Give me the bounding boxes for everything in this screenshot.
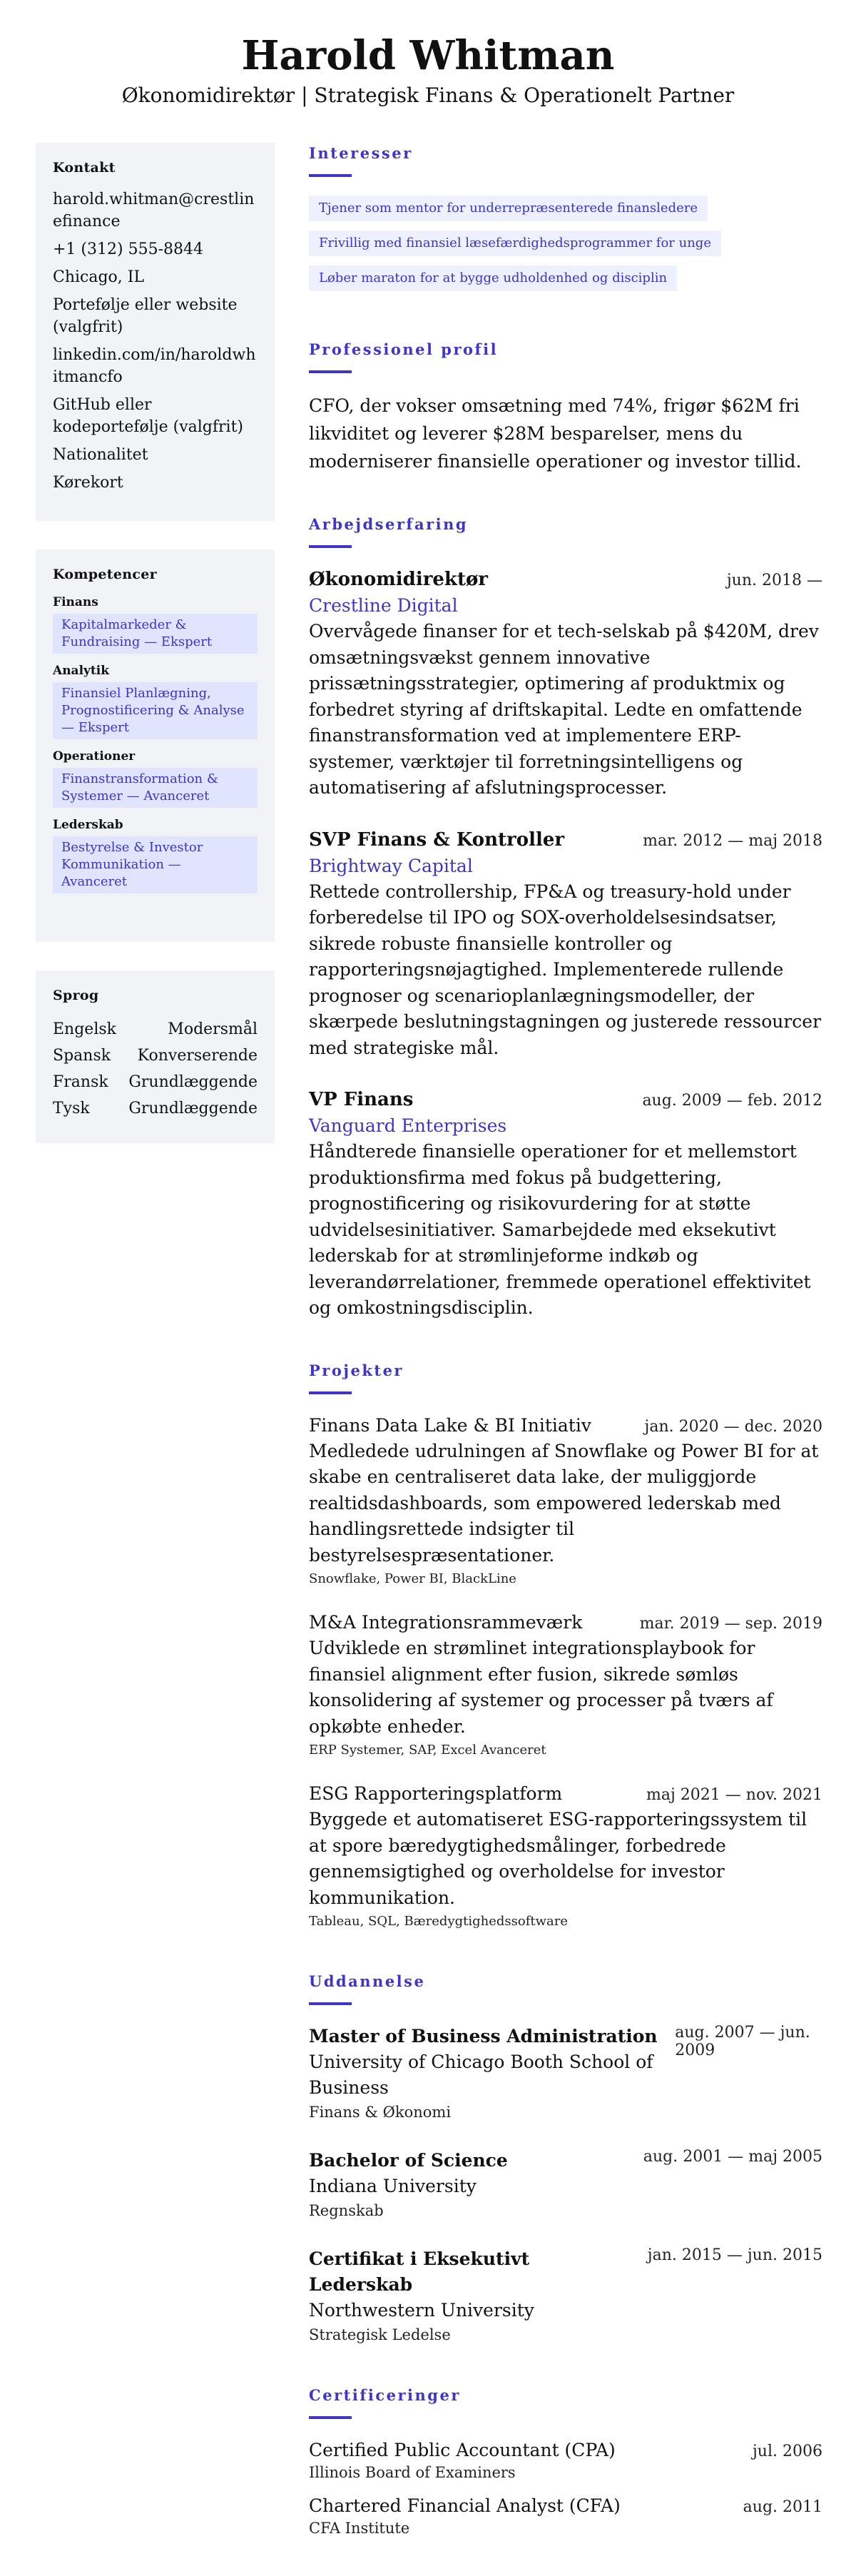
certification-name: Chartered Financial Analyst (CFA): [309, 2495, 621, 2516]
job-company: Brightway Capital: [309, 855, 473, 876]
education-degree: Master of Business Administration: [309, 2026, 658, 2047]
education-field: Regnskab: [309, 2202, 384, 2219]
contact-linkedin[interactable]: linkedin.com/in/haroldwhitmancfo: [53, 346, 256, 386]
profile-text: CFO, der vokser omsætning med 74%, frigør $62M fri likviditet og leverer $28M besparelser, mens du moderniserer finansielle operationer og investor tillid.: [309, 395, 802, 472]
education-section: [309, 1971, 822, 2346]
job-description: Rettede controllership, FP&A og treasury-hold under forberedelse til IPO og SOX-overholdelsesindsatser, sikrede robuste finansielle kontroller og rapporteringsnøjagtighed. Implementerede rullende prognoser og scenarioplanlægningsmodeller, der skærpede beslutningstagningen og justerede ressourcer med strategiske mål.: [309, 881, 822, 1058]
job-date: aug. 2009 — feb. 2012: [642, 1092, 822, 1110]
candidate-name: Harold Whitman: [241, 32, 615, 79]
interest-tag: Løber maraton for at bygge udholdenhed og disciplin: [309, 265, 677, 291]
job-entry: [309, 567, 822, 801]
language-row: [53, 1043, 258, 1069]
certification-date: jul. 2006: [752, 2443, 822, 2460]
certification-issuer: CFA Institute: [309, 2520, 410, 2537]
sidebar: [36, 143, 275, 2576]
job-title: Økonomidirektør: [309, 569, 488, 590]
project-description: Byggede et automatiseret ESG-rapporteringssystem til at spore bæredygtighedsmålinger, forbedrede gennemsigtighed og overholdelse for investor kommunikation.: [309, 1809, 807, 1908]
project-title: Finans Data Lake & BI Initiativ: [309, 1414, 591, 1436]
section-heading: Projekter: [309, 1361, 404, 1379]
project-date: jan. 2020 — dec. 2020: [644, 1417, 822, 1436]
contact-box: [36, 143, 275, 521]
interest-tag: Frivillig med finansiel læsefærdighedsprogrammer for unge: [309, 230, 721, 256]
project-entry: [309, 1610, 822, 1761]
certifications-section: [309, 2385, 822, 2537]
education-field: Finans & Økonomi: [309, 2104, 452, 2121]
skill-tag: Finanstransformation & Systemer — Avanceret: [53, 768, 258, 808]
education-date: aug. 2007 — jun. 2009: [675, 2024, 810, 2059]
project-tech: Tableau, SQL, Bæredygtighedssoftware: [309, 1914, 569, 1929]
job-title: SVP Finans & Kontroller: [309, 828, 565, 851]
education-school: University of Chicago Booth School of Business: [309, 2052, 653, 2098]
project-entry: [309, 1781, 822, 1932]
experience-section: [309, 514, 822, 1322]
skill-category: Operationer: [53, 749, 136, 764]
education-date: jan. 2015 — jun. 2015: [647, 2246, 822, 2264]
section-heading: Arbejdserfaring: [309, 515, 469, 533]
section-divider: [309, 174, 352, 177]
section-heading: Interesser: [309, 144, 413, 162]
skill-category: Lederskab: [53, 818, 123, 832]
language-row: [53, 1069, 258, 1095]
job-description: Håndterede finansielle operationer for et mellemstort produktionsfirma med fokus på budgettering, prognostificering og risikovurdering for at støtte udvidelsesinitiativer. Samarbejdede med eksekutivt lederskab for at strømlinjeforme indkøb og leverandørrelationer, fremmede operationel effektivitet og omkostningsdisciplin.: [309, 1141, 811, 1318]
interests-section: [309, 143, 822, 300]
profile-section: [309, 339, 822, 475]
certification-issuer: Illinois Board of Examiners: [309, 2464, 516, 2481]
contact-license: Kørekort: [53, 474, 123, 492]
job-company: Vanguard Enterprises: [309, 1115, 507, 1136]
project-tech: ERP Systemer, SAP, Excel Avanceret: [309, 1743, 546, 1758]
section-heading: Professionel profil: [309, 340, 499, 358]
education-date: aug. 2001 — maj 2005: [643, 2148, 822, 2166]
job-entry: [309, 827, 822, 1062]
skill-category: Analytik: [53, 664, 109, 678]
job-title: VP Finans: [309, 1089, 414, 1110]
project-title: ESG Rapporteringsplatform: [309, 1783, 563, 1804]
skills-box: [36, 549, 275, 942]
project-description: Udviklede en strømlinet integrationsplaybook for finansiel alignment efter fusion, sikrede sømløs konsolidering af systemer og processer på tværs af opkøbte enheder.: [309, 1638, 773, 1737]
contact-nationality: Nationalitet: [53, 446, 148, 464]
resume-header: [0, 0, 856, 143]
language-level: Modersmål: [168, 1020, 258, 1038]
candidate-title: Økonomidirektør | Strategisk Finans & Operationelt Partner: [121, 83, 735, 107]
certification-entry: [309, 2438, 822, 2482]
language-level: Konverserende: [137, 1047, 258, 1065]
certification-date: aug. 2011: [743, 2498, 822, 2516]
skill-category: Finans: [53, 595, 98, 609]
language-level: Grundlæggende: [128, 1073, 258, 1091]
project-date: maj 2021 — nov. 2021: [646, 1786, 822, 1804]
job-date: mar. 2012 — maj 2018: [643, 831, 822, 850]
skill-tag: Kapitalmarkeder & Fundraising — Ekspert: [53, 614, 258, 654]
education-entry: [309, 2246, 822, 2346]
languages-heading: Sprog: [53, 988, 99, 1003]
language-level: Grundlæggende: [128, 1100, 258, 1117]
language-row: [53, 1095, 258, 1122]
education-entry: [309, 2148, 822, 2222]
education-school: Indiana University: [309, 2176, 477, 2196]
job-description: Overvågede finanser for et tech-selskab på $420M, drev omsætningsvækst gennem innovative prissætningsstrategier, optimering af produktmix og forbedret styring af driftskapital. Ledte en omfattende finanstransformation ved at implementere ERP-systemer, værktøjer til forretningsintelligens og automatisering af afslutningsprocesser.: [309, 621, 819, 798]
language-name: Spansk: [53, 1047, 111, 1065]
section-heading: Uddannelse: [309, 1972, 426, 1990]
main-content: [309, 143, 822, 2576]
education-degree: Bachelor of Science: [309, 2150, 508, 2171]
job-date: jun. 2018 —: [726, 572, 822, 589]
skill-tag: Finansiel Planlægning, Prognostificering & Analyse — Ekspert: [53, 682, 258, 739]
skill-tag: Bestyrelse & Investor Kommunikation — Avanceret: [53, 836, 258, 893]
certification-entry: [309, 2493, 822, 2537]
skills-heading: Kompetencer: [53, 567, 157, 582]
education-field: Strategisk Ledelse: [309, 2326, 451, 2343]
contact-portfolio[interactable]: Portefølje eller website (valgfrit): [53, 296, 238, 336]
language-name: Tysk: [53, 1100, 90, 1117]
project-date: mar. 2019 — sep. 2019: [639, 1615, 822, 1633]
section-divider: [309, 370, 352, 373]
section-divider: [309, 2002, 352, 2005]
section-divider: [309, 1391, 352, 1394]
job-entry: [309, 1087, 822, 1322]
job-company: Crestline Digital: [309, 595, 458, 616]
contact-location: Chicago, IL: [53, 268, 145, 286]
certification-name: Certified Public Accountant (CPA): [309, 2440, 616, 2460]
project-description: Medledede udrulningen af Snowflake og Power BI for at skabe en centraliseret data lake, der muliggjorde realtidsdashboards, som empowered lederskab med handlingsrettede indsigter til bestyrelsespræsentationer.: [309, 1440, 819, 1566]
contact-heading: Kontakt: [53, 160, 116, 176]
section-heading: Certificeringer: [309, 2386, 461, 2404]
languages-box: [36, 970, 275, 1143]
project-entry: [309, 1413, 822, 1591]
project-tech: Snowflake, Power BI, BlackLine: [309, 1571, 516, 1586]
project-title: M&A Integrationsrammeværk: [309, 1612, 583, 1633]
contact-email[interactable]: harold.whitman@crestlinefinance: [53, 191, 255, 230]
education-school: Northwestern University: [309, 2300, 534, 2321]
contact-github[interactable]: GitHub eller kodeportefølje (valgfrit): [53, 396, 244, 436]
interest-tag: Tjener som mentor for underrepræsenterede finansledere: [309, 196, 708, 221]
section-divider: [309, 545, 352, 548]
education-entry: [309, 2024, 822, 2124]
education-degree: Certifikat i Eksekutivt Lederskab: [309, 2248, 530, 2295]
contact-phone[interactable]: +1 (312) 555-8844: [53, 240, 203, 258]
language-name: Engelsk: [53, 1020, 116, 1038]
language-row: [53, 1016, 258, 1043]
projects-section: [309, 1360, 822, 1933]
section-divider: [309, 2416, 352, 2419]
language-name: Fransk: [53, 1073, 108, 1091]
